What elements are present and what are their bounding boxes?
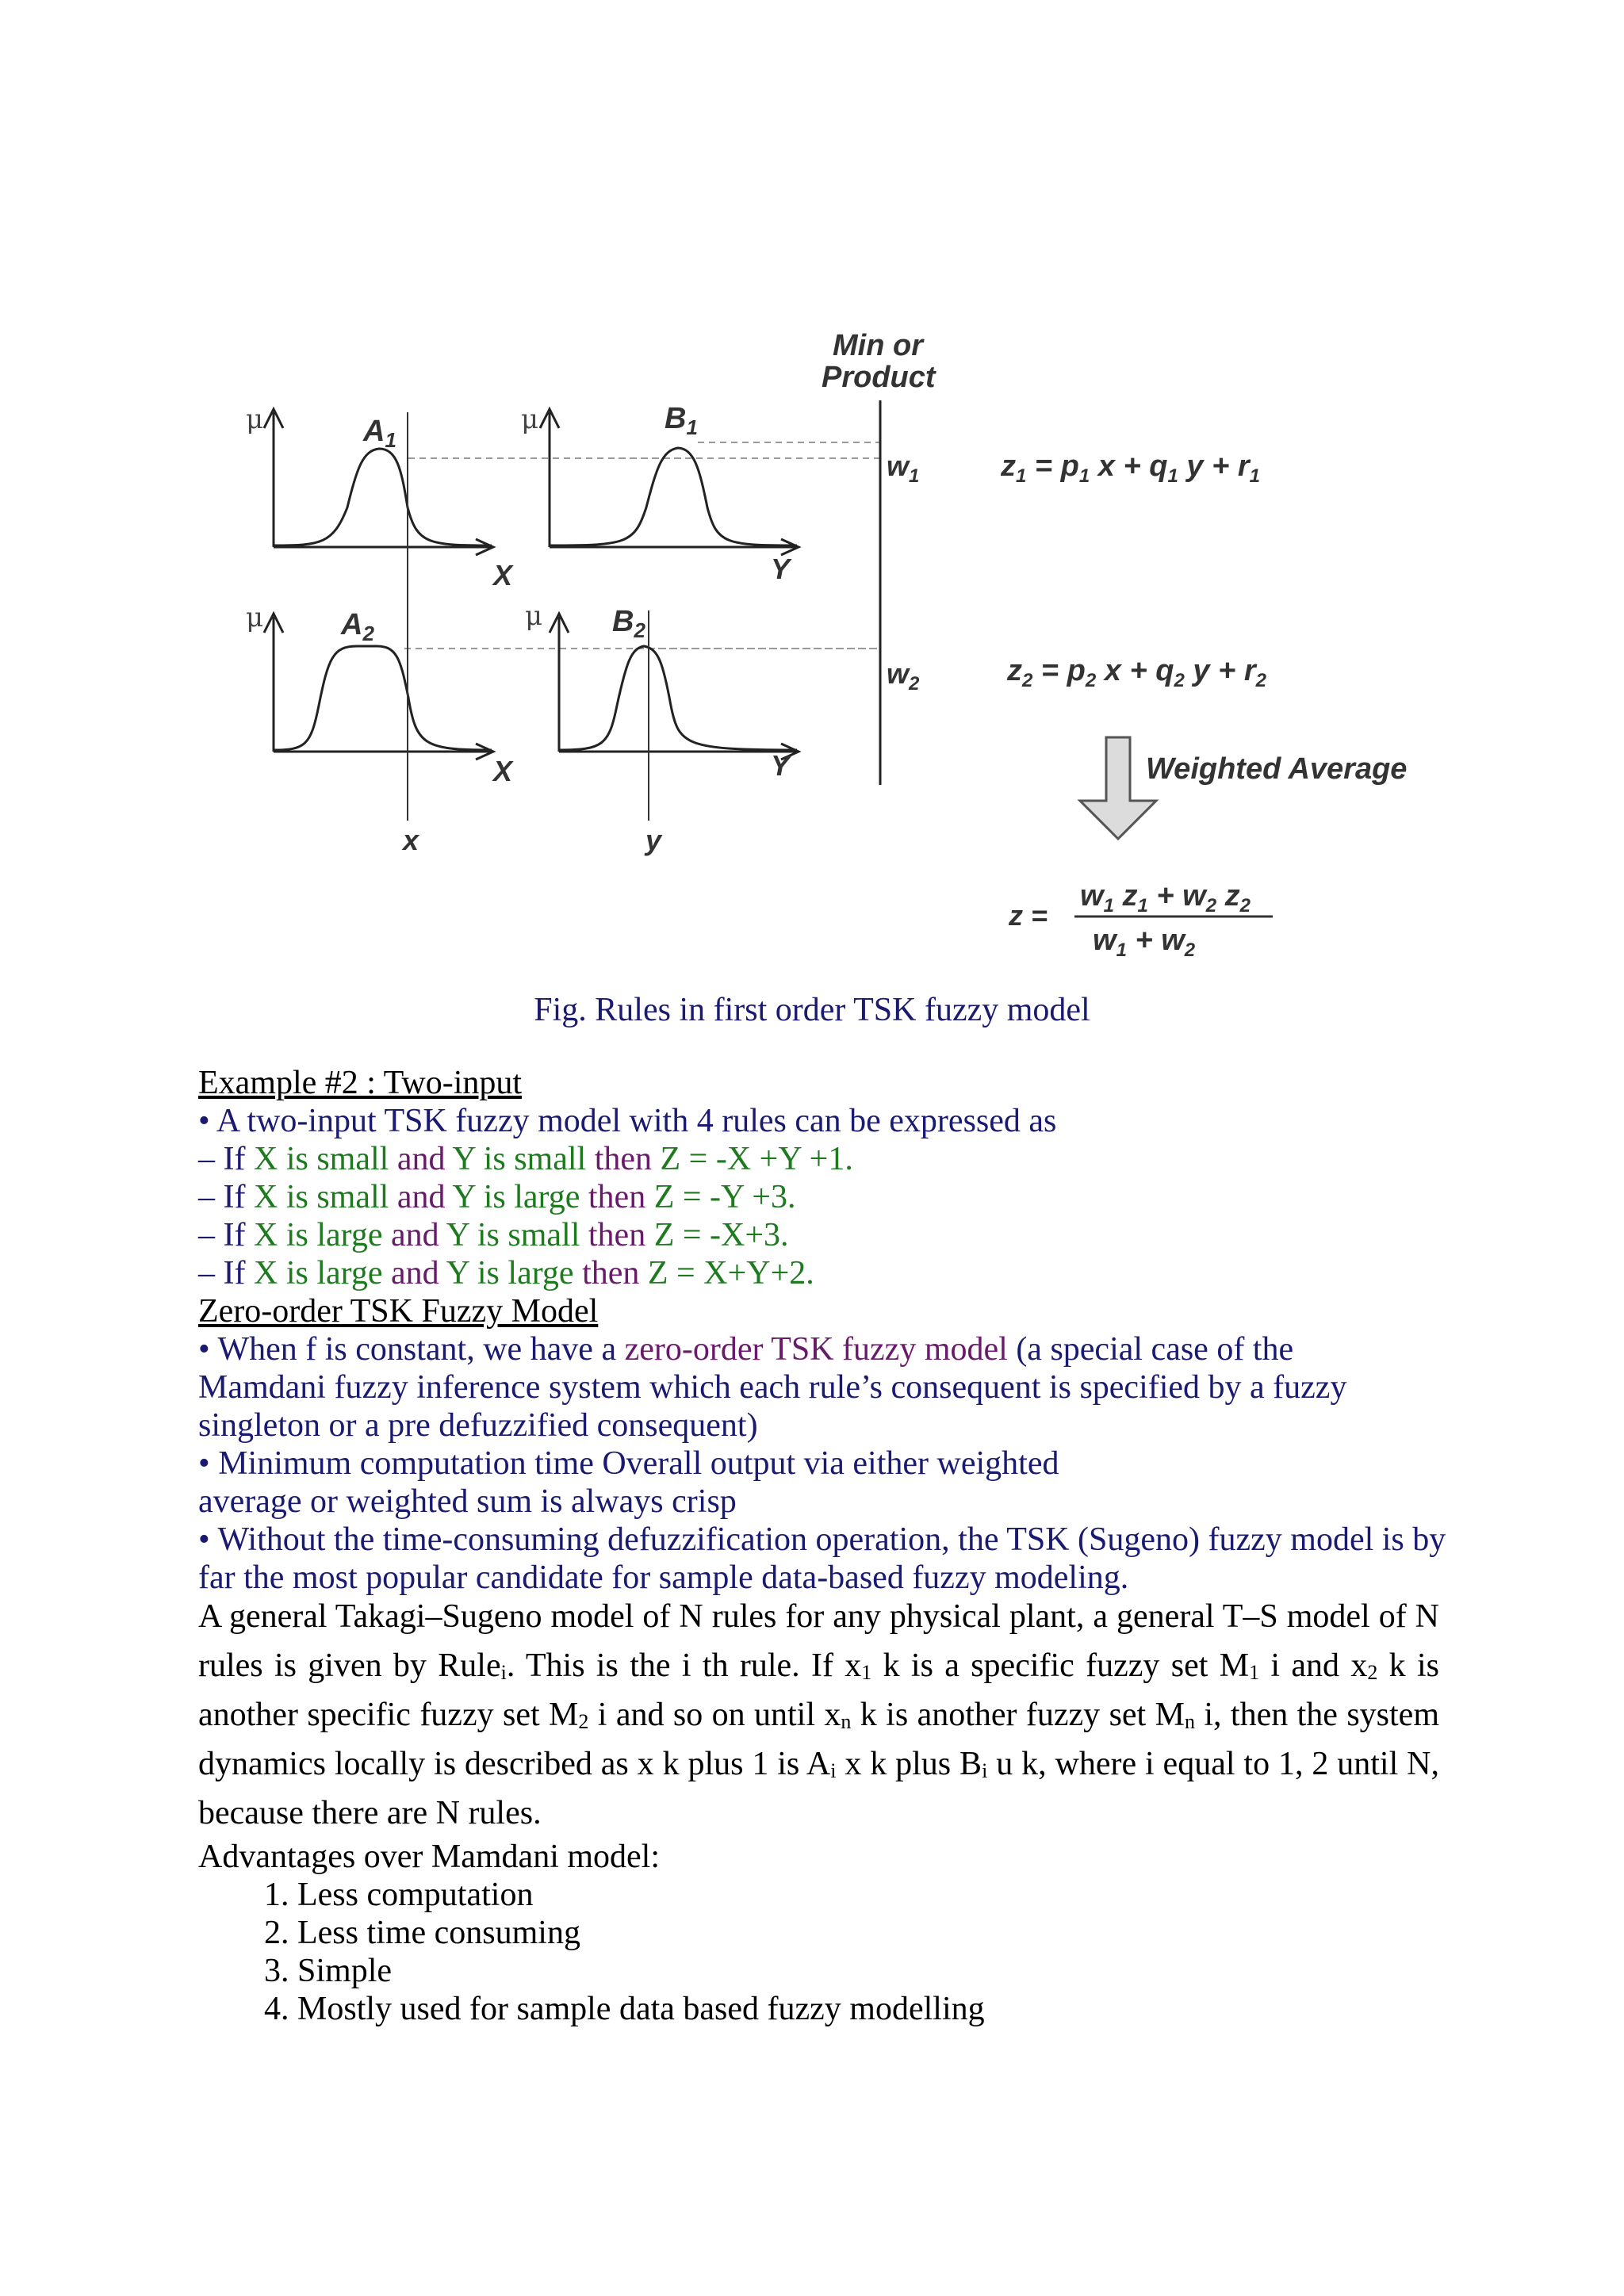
rule-1: – If X is small and Y is small then Z = -X +Y +1. <box>198 1141 853 1177</box>
mf-label-b2: B <box>612 605 634 638</box>
svg-text:B1 <box>665 402 698 439</box>
svg-text:w1 <box>887 450 919 487</box>
mf-a1-curve <box>274 449 492 545</box>
mu-label-a2: μ <box>246 602 264 633</box>
zero-order-heading: Zero-order TSK Fuzzy Model <box>198 1293 599 1330</box>
min-or-label: Min or <box>833 329 923 362</box>
mf-label-b1: B <box>665 402 687 435</box>
plot-a2 <box>246 602 514 787</box>
advantages-heading: Advantages over Mamdani model: <box>198 1839 661 1875</box>
w2-sub: 2 <box>909 673 920 695</box>
z2-equation: $z_2 = p_2$ $x + q_2$ $y + r_2$ <box>1007 654 1266 691</box>
document-body <box>198 1064 1446 2028</box>
mf-b1-curve <box>550 448 797 545</box>
svg-text:w2 <box>887 657 920 695</box>
figure-caption: Fig. Rules in first order TSK fuzzy model <box>534 992 1090 1028</box>
list-item: 3. Simple <box>297 1952 1439 1990</box>
zero-order-bullet-3-line-2: far the most popular candidate for sample data-based fuzzy modeling. <box>198 1559 1129 1596</box>
mf-label-a1-sub: 1 <box>385 428 396 452</box>
axis-x-label-2: X <box>493 755 513 787</box>
final-denominator: $w_1 + w_2$ <box>1093 924 1196 961</box>
mf-b2-curve <box>559 646 797 750</box>
mf-label-b2-sub: 2 <box>634 618 645 642</box>
mf-label-a2-sub: 2 <box>362 622 374 645</box>
rule-2: – If X is small and Y is large then Z = -Y +3. <box>198 1179 796 1215</box>
axis-y-label-2: Y <box>771 749 791 782</box>
mf-label-b1-sub: 1 <box>686 415 698 439</box>
rule-3: – If X is large and Y is small then Z = -X+3. <box>198 1217 789 1253</box>
w1-label: w <box>887 450 910 482</box>
input-x-label: x <box>403 824 419 856</box>
plot-b2 <box>525 600 799 782</box>
mf-label-a1: A <box>363 415 385 448</box>
general-ts-paragraph: A general Takagi–Sugeno model of N rules for any physical plant, a general T–S model of N rules is given by Rule$_i$. This is the i th rule. If $x_1$ k is a specific fuzzy set $M_1$ i and $x_2$ k is another specific fuzzy set $M_2$ i and so on until $x_n$ k is another fuzzy set $M_n$ i, then the system dynamics locally is described as x k plus 1 is $A_i$ x k plus $B_i$ u k, where i equal to 1, 2 until N, because there are N rules. <box>198 1598 1440 1831</box>
plot-b1 <box>521 402 799 585</box>
axis-y-label-1: Y <box>771 553 791 585</box>
zero-order-bullet-2-line-2: average or weighted sum is always crisp <box>198 1483 737 1520</box>
svg-text:A1 <box>362 415 396 452</box>
mu-label-a1: μ <box>246 404 264 435</box>
weighted-average-arrow-icon <box>1080 737 1156 839</box>
final-numerator: $w_1$ $z_1 + w_2$ $z_2$ <box>1080 879 1251 916</box>
product-label: Product <box>822 361 936 394</box>
svg-text:B2 <box>612 605 645 642</box>
svg-text:A2 <box>340 608 374 645</box>
list-item: 2. Less time consuming <box>297 1914 1439 1952</box>
zero-order-bullet-1-line-2: Mamdani fuzzy inference system which each rule’s consequent is specified by a fuzzy <box>198 1369 1347 1406</box>
input-y-label: y <box>645 824 662 856</box>
list-item: 4. Mostly used for sample data based fuzzy modelling <box>297 1990 1439 2028</box>
weighted-average-label: Weighted Average <box>1146 752 1408 786</box>
tsk-rules-figure <box>0 0 1624 975</box>
z1-equation: $z_1 = p_1$ $x + q_1$ $y + r_1$ <box>1001 450 1260 487</box>
rule-4: – If X is large and Y is large then Z = X+Y+2. <box>198 1255 814 1292</box>
mf-label-a2: A <box>341 608 363 641</box>
mu-label-b1: μ <box>521 404 539 435</box>
plot-a1 <box>246 404 514 591</box>
zero-order-bullet-2: • Minimum computation time Overall output via either weighted <box>198 1445 1059 1482</box>
advantages-list <box>198 1876 1439 2028</box>
example-heading: Example #2 : Two-input <box>198 1065 523 1101</box>
mf-a2-curve <box>274 646 492 750</box>
final-z-eq: z = <box>1009 899 1048 932</box>
list-item: 1. Less computation <box>297 1876 1439 1914</box>
mu-label-b2: μ <box>525 600 543 632</box>
axis-x-label-1: X <box>493 559 513 591</box>
w1-sub: 1 <box>909 465 920 487</box>
zero-order-bullet-1-line-3: singleton or a pre defuzzified consequent) <box>198 1407 758 1444</box>
zero-order-bullet-3: • Without the time-consuming defuzzification operation, the TSK (Sugeno) fuzzy model is by <box>198 1521 1446 1558</box>
w2-label: w <box>887 657 910 690</box>
zero-order-bullet-1: • When f is constant, we have a zero-order TSK fuzzy model (a special case of the <box>198 1331 1294 1368</box>
example-intro: • A two-input TSK fuzzy model with 4 rules can be expressed as <box>198 1103 1057 1139</box>
